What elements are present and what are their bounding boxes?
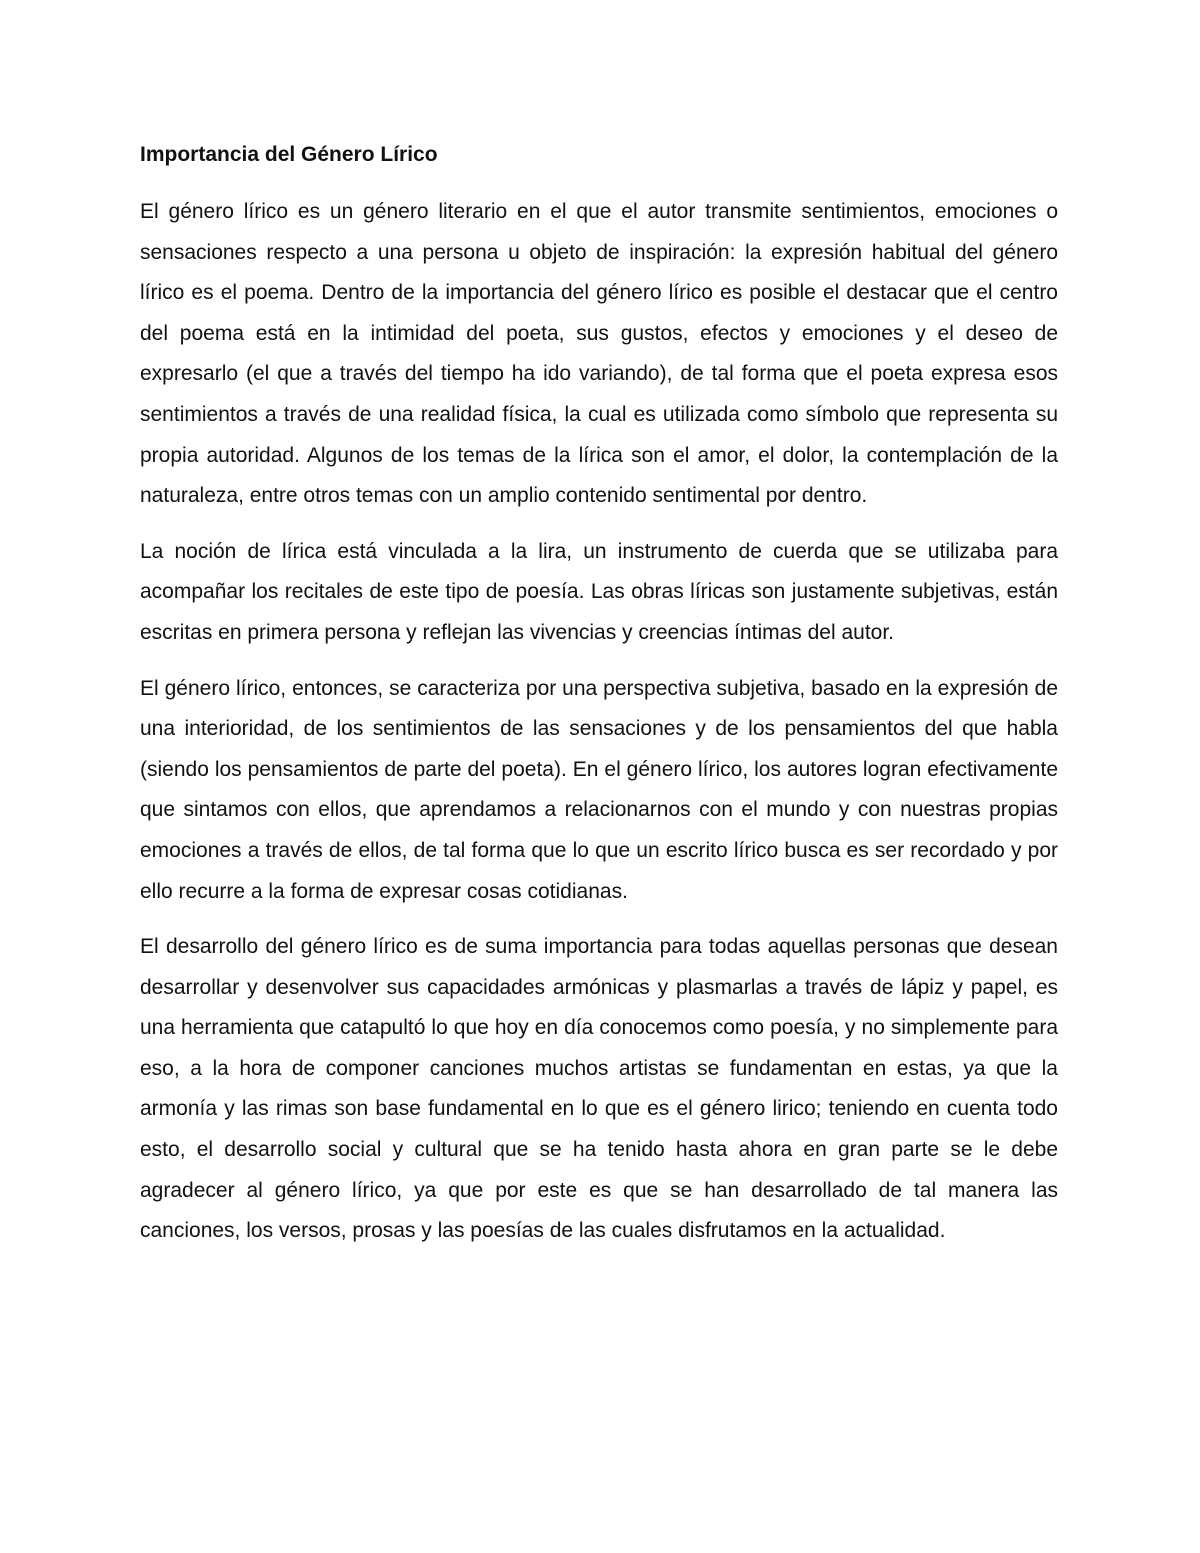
document-page: [140, 136, 1058, 1267]
paragraph-1: El género lírico es un género literario en el que el autor transmite sentimientos, emociones o sensaciones respecto a una persona u objeto de inspiración: la expresión habitual del género lírico es el poema. Dentro de la importancia del género lírico es posible el destacar que el centro del poema está en la intimidad del poeta, sus gustos, efectos y emociones y el deseo de expresarlo (el que a través del tiempo ha ido variando), de tal forma que el poeta expresa esos sentimientos a través de una realidad física, la cual es utilizada como símbolo que representa su propia autoridad. Algunos de los temas de la lírica son el amor, el dolor, la contemplación de la naturaleza, entre otros temas con un amplio contenido sentimental por dentro.: [140, 200, 1058, 508]
document-title: Importancia del Género Lírico: [140, 143, 438, 166]
paragraph-3: El género lírico, entonces, se caracteriza por una perspectiva subjetiva, basado en la expresión de una interioridad, de los sentimientos de las sensaciones y de los pensamientos del que habla (siendo los pensamientos de parte del poeta). En el género lírico, los autores logran efectivamente que sintamos con ellos, que aprendamos a relacionarnos con el mundo y con nuestras propias emociones a través de ellos, de tal forma que lo que un escrito lírico busca es ser recordado y por ello recurre a la forma de expresar cosas cotidianas.: [140, 676, 1058, 903]
paragraph-2: La noción de lírica está vinculada a la lira, un instrumento de cuerda que se utilizaba para acompañar los recitales de este tipo de poesía. Las obras líricas son justamente subjetivas, están escritas en primera persona y reflejan las vivencias y creencias íntimas del autor.: [140, 539, 1058, 644]
paragraph-4: El desarrollo del género lírico es de suma importancia para todas aquellas personas que desean desarrollar y desenvolver sus capacidades armónicas y plasmarlas a través de lápiz y papel, es una herramienta que catapultó lo que hoy en día conocemos como poesía, y no simplemente para eso, a la hora de componer canciones muchos artistas se fundamentan en estas, ya que la armonía y las rimas son base fundamental en lo que es el género lirico; teniendo en cuenta todo esto, el desarrollo social y cultural que se ha tenido hasta ahora en gran parte se le debe agradecer al género lírico, ya que por este es que se han desarrollado de tal manera las canciones, los versos, prosas y las poesías de las cuales disfrutamos en la actualidad.: [140, 935, 1058, 1243]
